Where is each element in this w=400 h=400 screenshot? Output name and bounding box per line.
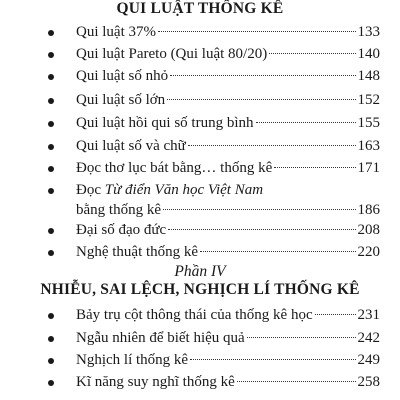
bullet-icon (48, 74, 54, 80)
entry-page: 171 (357, 160, 380, 176)
section-title: QUI LUẬT THỐNG KÊ (116, 0, 284, 17)
dot-leader (167, 99, 355, 100)
entry-title: Qui luật số lớn (76, 92, 166, 108)
entry-title: Kĩ năng suy nghĩ thống kê (76, 374, 235, 390)
dot-leader (188, 145, 356, 146)
entry-page: 258 (357, 374, 380, 390)
entry-page: 148 (357, 68, 380, 84)
entry-page: 163 (357, 138, 380, 154)
bullet-icon (48, 313, 54, 319)
entry-page: 208 (357, 222, 380, 238)
bullet-icon (48, 228, 54, 234)
entry-title: Nghệ thuật thống kê (76, 244, 199, 260)
entry-title: Đại số đạo đức (76, 222, 167, 238)
dot-leader (269, 53, 355, 54)
toc-entry (48, 242, 380, 264)
dot-leader (168, 229, 355, 230)
entry-title: Qui luật hồi qui số trung bình (76, 115, 254, 131)
toc-entry (48, 90, 380, 112)
entry-title: Bảy trụ cột thông thái của thống kê học (76, 307, 313, 323)
entry-title: Qui luật số và chữ (76, 138, 186, 154)
entry-page: 152 (357, 92, 380, 108)
entry-title: Qui luật Pareto (Qui luật 80/20) (76, 46, 268, 62)
toc-entry (48, 22, 380, 44)
entry-title: Nghịch lí thống kê (76, 352, 189, 368)
toc-entry (48, 328, 380, 350)
entry-page: 186 (357, 202, 380, 218)
entry-title: Ngẫu nhiên để biết hiệu quả (76, 330, 245, 346)
entry-page: 231 (357, 307, 380, 323)
bullet-icon (48, 188, 54, 194)
dot-leader (163, 209, 356, 210)
toc-entry-multiline (48, 180, 380, 222)
entry-page: 249 (357, 352, 380, 368)
toc-entry (48, 220, 380, 242)
bullet-icon (48, 250, 54, 256)
dot-leader (158, 31, 356, 32)
dot-leader (247, 337, 356, 338)
entry-page: 220 (357, 244, 380, 260)
toc-entry (48, 113, 380, 135)
toc-entry (48, 372, 380, 394)
dot-leader (170, 75, 355, 76)
dot-leader (200, 251, 355, 252)
toc-entry (48, 158, 380, 180)
section-title: NHIỄU, SAI LỆCH, NGHỊCH LÍ THỐNG KÊ (40, 281, 360, 298)
bullet-icon (48, 336, 54, 342)
dot-leader (315, 314, 356, 315)
bullet-icon (48, 98, 54, 104)
bullet-icon (48, 380, 54, 386)
entry-title: Đọc thơ lục bát bằng… thống kê (76, 160, 273, 176)
toc-entry (48, 305, 380, 327)
entry-title-line2-row (76, 200, 380, 220)
entry-title-line2: bằng thống kê (76, 202, 161, 218)
dot-leader (237, 381, 356, 382)
toc-entry (48, 66, 380, 88)
toc-entry (48, 44, 380, 66)
entry-page: 140 (357, 46, 380, 62)
toc-entry (48, 136, 380, 158)
entry-title-prefix: Đọc (76, 182, 105, 198)
entry-title: Qui luật số nhỏ (76, 68, 169, 84)
dot-leader (256, 122, 356, 123)
entry-page: 155 (357, 115, 380, 131)
bullet-icon (48, 144, 54, 150)
entry-title: Qui luật 37% (76, 24, 156, 40)
toc-entry (48, 350, 380, 372)
bullet-icon (48, 30, 54, 36)
bullet-icon (48, 358, 54, 364)
dot-leader (190, 359, 355, 360)
bullet-icon (48, 52, 54, 58)
entry-page: 242 (357, 330, 380, 346)
entry-title-italic: Từ điển Văn học Việt Nam (104, 182, 264, 198)
entry-title-line1 (76, 180, 380, 200)
part-label: Phần IV (174, 263, 226, 280)
bullet-icon (48, 121, 54, 127)
entry-page: 133 (357, 24, 380, 40)
dot-leader (274, 167, 355, 168)
bullet-icon (48, 166, 54, 172)
